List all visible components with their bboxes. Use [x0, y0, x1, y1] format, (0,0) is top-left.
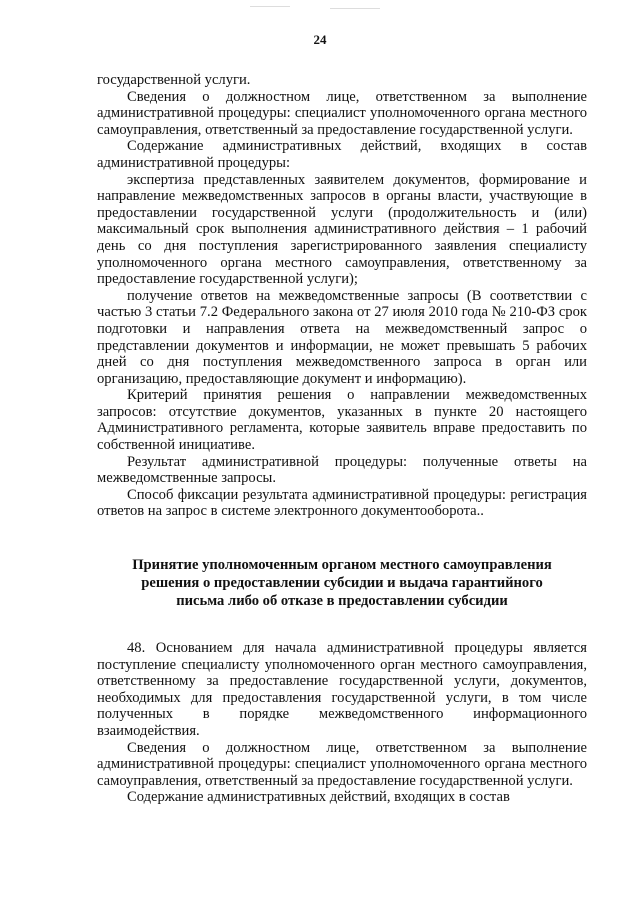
- paragraph: экспертиза представленных заявителем документов, формирование и направление межведомственных запросов в органы власти, участвующие в предоставлении государственной услуги (продолжительность и (или) максимальный срок выполнения административного действия – 1 рабочий день со дня поступления зарегистрированного заявления специалисту уполномоченного органа местного самоуправления, ответственному за предоставление государственной услуги);: [97, 171, 587, 288]
- spacer: [97, 520, 587, 556]
- paragraph: Сведения о должностном лице, ответственном за выполнение административной процедуры: специалист уполномоченного органа местного самоуправления, ответственный за предоставление государственной услуги.: [97, 88, 587, 138]
- paragraph: Критерий принятия решения о направлении межведомственных запросов: отсутствие документов, указанных в пункте 20 настоящего Административного регламента, которые заявитель вправе предоставить по собственной инициативе.: [97, 387, 587, 454]
- page-number: 24: [313, 32, 327, 47]
- section-heading-line: Принятие уполномоченным органом местного самоуправления: [132, 557, 552, 574]
- paragraph: Результат административной процедуры: полученные ответы на межведомственные запросы.: [97, 453, 587, 487]
- section-heading-line: письма либо об отказе в предоставлении субсидии: [176, 593, 508, 610]
- section-heading: [97, 556, 587, 610]
- section-heading-line: решения о предоставлении субсидии и выдача гарантийного: [141, 575, 543, 592]
- scan-artifact: [330, 8, 380, 9]
- scan-artifact: [250, 6, 290, 7]
- paragraph: Сведения о должностном лице, ответственном за выполнение административной процедуры: специалист уполномоченного органа местного самоуправления, ответственный за предоставление государственной услуги.: [97, 739, 587, 789]
- paragraph: получение ответов на межведомственные запросы (В соответствии с частью 3 статьи 7.2 Федерального закона от 27 июля 2010 года № 210-ФЗ срок подготовки и направления ответа на межведомственный запрос о представлении документов и информации, не может превышать 5 рабочих дней со дня поступления межведомственного запроса в орган или организацию, предоставляющие документ и информацию).: [97, 287, 587, 387]
- paragraph: Содержание административных действий, входящих в состав: [127, 789, 510, 806]
- spacer: [97, 610, 587, 640]
- paragraph: Способ фиксации результата административной процедуры: регистрация ответов на запрос в системе электронного документооборота..: [97, 486, 587, 520]
- paragraph: Содержание административных действий, входящих в состав административной процедуры:: [97, 138, 587, 171]
- paragraph: 48. Основанием для начала административной процедуры является поступление специалисту уполномоченного орган местного самоуправления, ответственному за предоставление государственной услуги, документов, необходимых для предоставления государственной услуги, в том числе полученных в порядке межведомственного информационного взаимодействия.: [97, 640, 587, 739]
- document-body: [97, 72, 587, 806]
- paragraph: государственной услуги.: [97, 72, 251, 88]
